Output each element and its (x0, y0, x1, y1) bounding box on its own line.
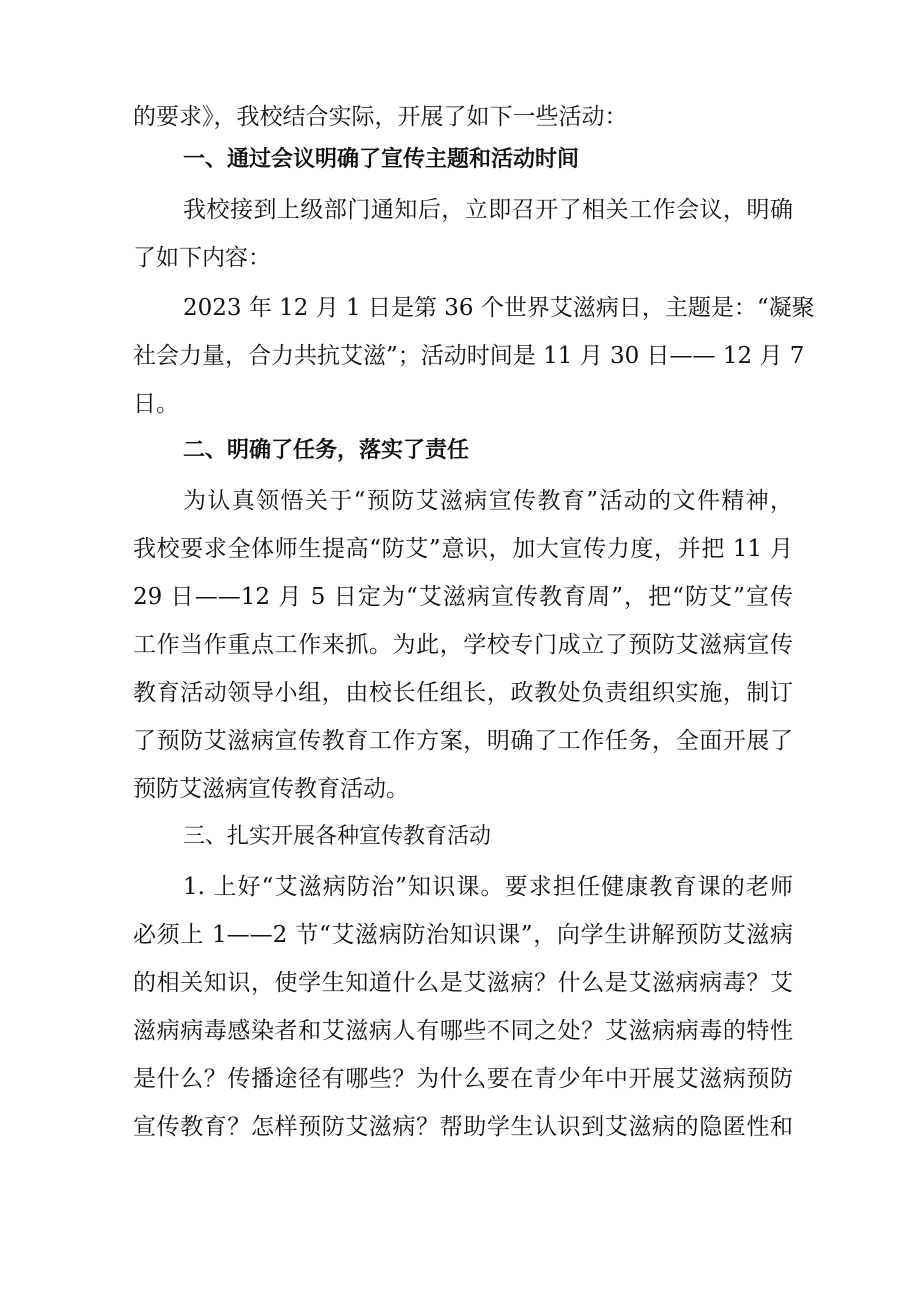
paragraph-line: 必须上 1——2 节“艾滋病防治知识课”，向学生讲解预防艾滋病 (133, 922, 793, 948)
paragraph-line: 我校要求全体师生提高“防艾”意识，加大宣传力度，并把 11 月 (133, 536, 793, 562)
paragraph-line: 教育活动领导小组，由校长任组长，政教处负责组织实施，制订 (133, 680, 793, 706)
section-heading-2: 二、明确了任务，落实了责任 (183, 438, 470, 463)
paragraph-line: 我校接到上级部门通知后，立即召开了相关工作会议，明确 (183, 197, 793, 223)
section-heading-3: 三、扎实开展各种宣传教育活动 (183, 824, 492, 849)
paragraph-line: 是什么？传播途径有哪些？为什么要在青少年中开展艾滋病预防 (133, 1066, 793, 1092)
paragraph-line: 29 日——12 月 5 日定为“艾滋病宣传教育周”，把“防艾”宣传 (133, 584, 793, 610)
text-line-intro: 的要求》，我校结合实际，开展了如下一些活动： (133, 104, 628, 130)
paragraph-line: 的相关知识，使学生知道什么是艾滋病？什么是艾滋病病毒？艾 (133, 970, 793, 996)
paragraph-line: 工作当作重点工作来抓。为此，学校专门成立了预防艾滋病宣传 (133, 632, 793, 658)
paragraph-line: 1. 上好“艾滋病防治”知识课。要求担任健康教育课的老师 (183, 874, 793, 900)
paragraph-line: 了如下内容： (133, 245, 271, 271)
paragraph-line: 预防艾滋病宣传教育活动。 (133, 776, 409, 802)
section-heading-1: 一、通过会议明确了宣传主题和活动时间 (183, 147, 580, 172)
paragraph-line: 宣传教育？怎样预防艾滋病？帮助学生认识到艾滋病的隐匿性和 (133, 1114, 793, 1140)
paragraph-line: 日。 (133, 391, 179, 417)
paragraph-line: 社会力量，合力共抗艾滋”；活动时间是 11 月 30 日—— 12 月 7 (133, 343, 805, 369)
paragraph-line: 为认真领悟关于“预防艾滋病宣传教育”活动的文件精神， (183, 488, 793, 514)
paragraph-line: 了预防艾滋病宣传教育工作方案，明确了工作任务，全面开展了 (133, 728, 793, 754)
paragraph-line: 2023 年 12 月 1 日是第 36 个世界艾滋病日，主题是：“凝聚 (183, 295, 815, 321)
paragraph-line: 滋病病毒感染者和艾滋病人有哪些不同之处？艾滋病病毒的特性 (133, 1018, 793, 1044)
